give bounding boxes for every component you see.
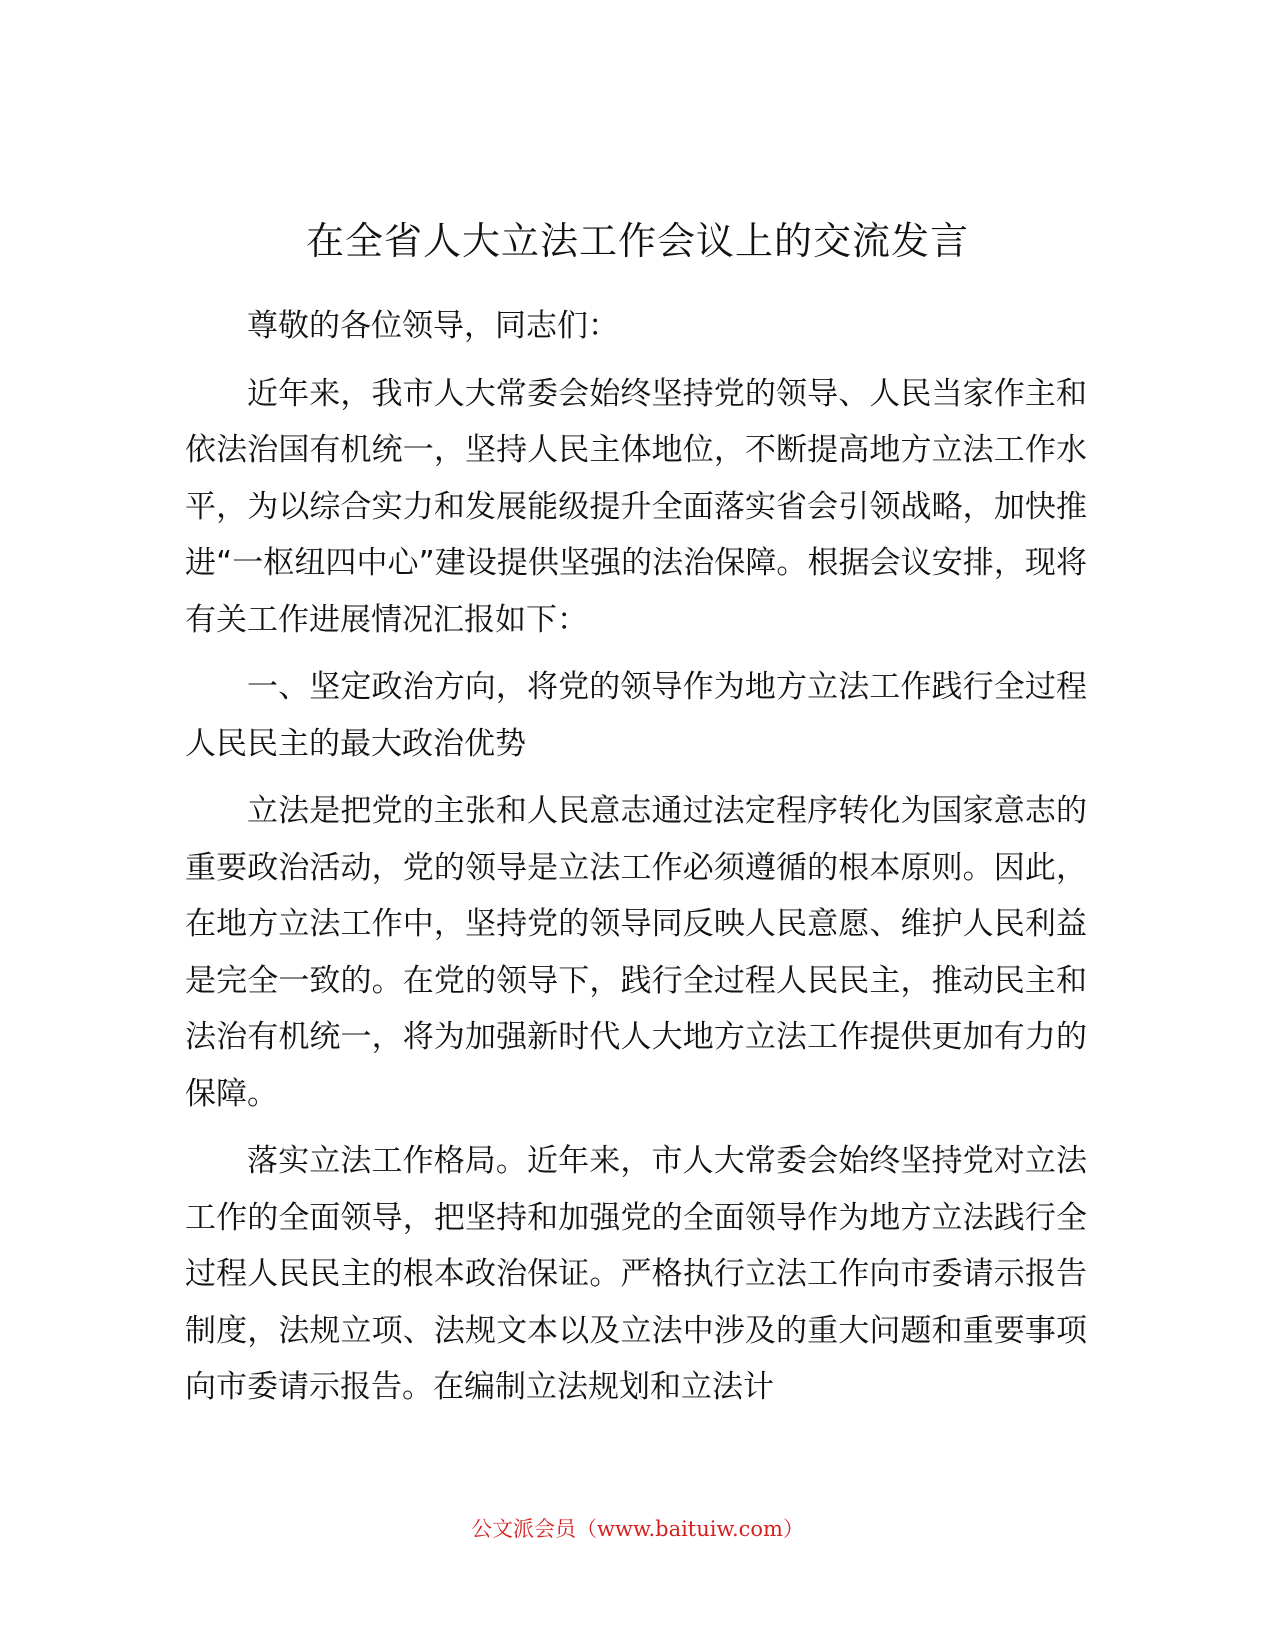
body-paragraph: 落实立法工作格局。近年来，市人大常委会始终坚持党对立法工作的全面领导，把坚持和加强党的全面领导作为地方立法践行全过程人民民主的根本政治保证。严格执行立法工作向市委请示报告制度，法规立项、法规文本以及立法中涉及的重大问题和重要事项向市委请示报告。在编制立法规划和立法计 [185, 1143, 1087, 1405]
section-heading-1: 一、坚定政治方向，将党的领导作为地方立法工作践行全过程人民民主的最大政治优势 [185, 669, 1087, 762]
salutation-paragraph: 尊敬的各位领导，同志们： [247, 308, 619, 344]
body-paragraph: 立法是把党的主张和人民意志通过法定程序转化为国家意志的重要政治活动，党的领导是立法工作必须遵循的根本原则。因此，在地方立法工作中，坚持党的领导同反映人民意愿、维护人民利益是完全一致的。在党的领导下，践行全过程人民民主，推动民主和法治有机统一，将为加强新时代人大地方立法工作提供更加有力的保障。 [185, 793, 1087, 1112]
document-body [185, 298, 1087, 1427]
document-title: 在全省人大立法工作会议上的交流发言 [305, 219, 969, 263]
footer-watermark: 公文派会员（www.baituiw.com） [471, 1517, 804, 1541]
intro-paragraph: 近年来，我市人大常委会始终坚持党的领导、人民当家作主和依法治国有机统一，坚持人民主体地位，不断提高地方立法工作水平，为以综合实力和发展能级提升全面落实省会引领战略，加快推进“一枢纽四中心”建设提供坚强的法治保障。根据会议安排，现将有关工作进展情况汇报如下： [185, 375, 1087, 638]
